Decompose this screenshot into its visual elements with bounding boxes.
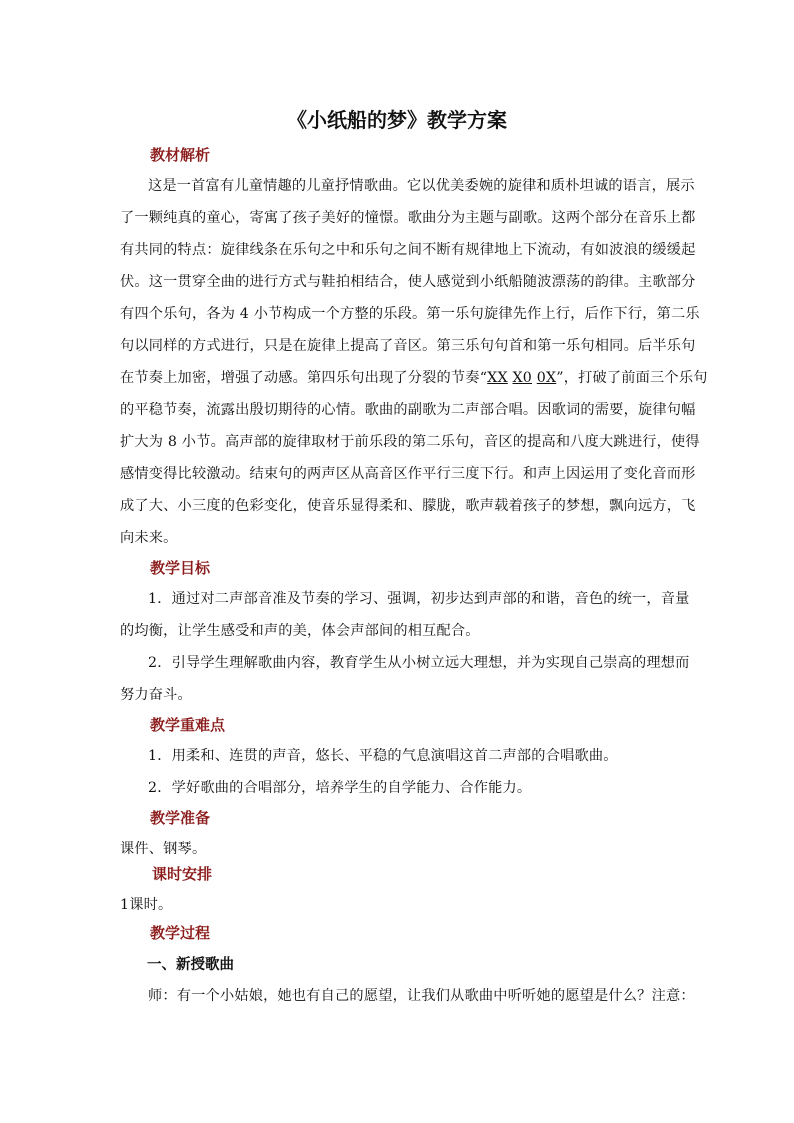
heading-preparation: 教学准备 [150, 809, 211, 827]
schedule-text: 1课时。 [120, 897, 173, 913]
rhythm-notation: X0 [512, 370, 533, 386]
paragraph-line: 有共同的特点：旋律线条在乐句之中和乐句之间不断有规律地上下流动，有如波浪的缓缓起 [120, 242, 696, 258]
paragraph-line: 伏。这一贯穿全曲的进行方式与鞋拍相结合，使人感觉到小纸船随波漂荡的韵律。主歌部分 [120, 274, 696, 290]
document-title: 《小纸船的梦》教学方案 [287, 108, 507, 132]
preparation-text: 课件、钢琴。 [120, 841, 207, 857]
rhythm-notation: 0X [536, 370, 557, 386]
paragraph-line: 扩大为 8 小节。高声部的旋律取材于前乐段的第二乐句，音区的提高和八度大跳进行，使得 [120, 434, 700, 450]
goal-line: 2．引导学生理解歌曲内容，教育学生从小树立远大理想，并为实现自己崇高的理想而 [148, 655, 690, 671]
goal-line: 1．通过对二声部音准及节奏的学习、强调，初步达到声部的和谐，音色的统一，音量 [148, 591, 690, 607]
heading-schedule: 课时安排 [152, 865, 213, 883]
heading-key-points: 教学重难点 [150, 716, 226, 734]
goal-line: 的均衡，让学生感受和声的美，体会声部间的相互配合。 [120, 623, 480, 639]
paragraph-line: 了一颗纯真的童心，寄寓了孩子美好的憧憬。歌曲分为主题与副歌。这两个部分在音乐上都 [120, 210, 696, 226]
goal-line: 努力奋斗。 [120, 687, 192, 703]
paragraph-line: 的平稳节奏，流露出殷切期待的心情。歌曲的副歌为二声部合唱。因歌词的需要，旋律句幅 [120, 402, 696, 418]
paragraph-line: 句以同样的方式进行，只是在旋律上提高了音区。第三乐句句首和第一乐句相同。后半乐句 [120, 338, 696, 354]
heading-analysis: 教材解析 [150, 146, 211, 164]
paragraph-line [120, 368, 708, 388]
paragraph-line: 有四个乐句，各为 4 小节构成一个方整的乐段。第一乐句旋律先作上行，后作下行，第二乐 [120, 306, 700, 322]
key-point-line: 1．用柔和、连贯的声音，悠长、平稳的气息演唱这首二声部的合唱歌曲。 [148, 748, 618, 764]
process-text: 师：有一个小姑娘，她也有自己的愿望，让我们从歌曲中听听她的愿望是什么？注意： [148, 988, 695, 1004]
heading-process: 教学过程 [150, 924, 211, 942]
key-point-line: 2．学好歌曲的合唱部分，培养学生的自学能力、合作能力。 [148, 780, 532, 796]
paragraph-line: 向未来。 [120, 530, 178, 546]
heading-goals: 教学目标 [150, 559, 211, 577]
paragraph-line: 感情变得比较激动。结束句的两声区从高音区作平行三度下行。和声上因运用了变化音而形 [120, 466, 696, 482]
paragraph-line: 成了大、小三度的色彩变化，使音乐显得柔和、朦胧，歌声载着孩子的梦想，飘向远方，飞 [120, 498, 696, 514]
line-text: 在节奏上加密，增强了动感。第四乐句出现了分裂的节奏“ [120, 370, 488, 386]
paragraph-line: 这是一首富有儿童情趣的儿童抒情歌曲。它以优美委婉的旋律和质朴坦诚的语言，展示 [148, 178, 695, 194]
rhythm-notation: XX [487, 370, 508, 386]
process-subheading: 一、新授歌曲 [147, 956, 234, 973]
line-text: ”，打破了前面三个乐句 [556, 370, 708, 386]
